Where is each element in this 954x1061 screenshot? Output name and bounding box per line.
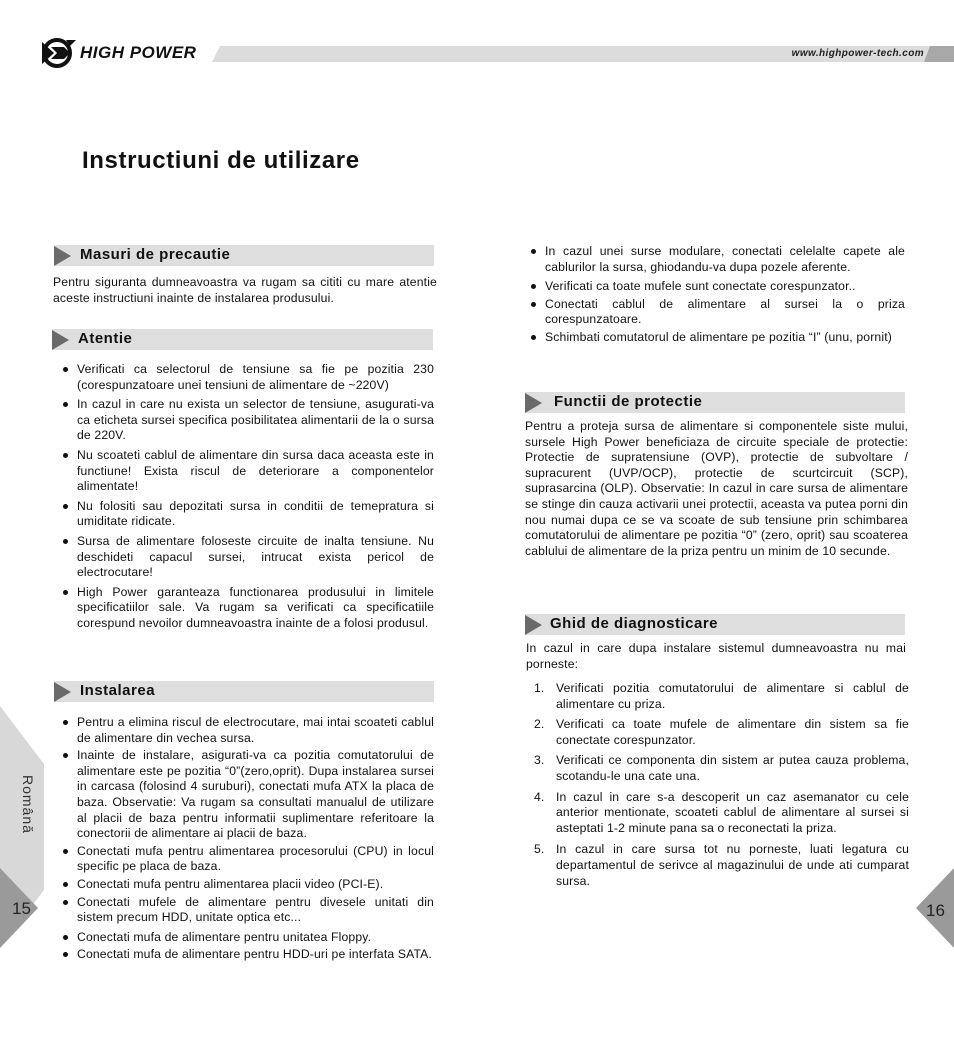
section-heading-attention [52,329,433,350]
list-item: Pentru a elimina riscul de electrocutare, mai intai scoateti cablul de alimentare din vechea sursa. [53,715,434,746]
item-number: 3. [534,753,545,768]
high-power-logo-icon [40,36,78,70]
item-text: Verificati ce componenta din sistem ar putea cauza problema, scotandu-le una cate una. [556,753,909,783]
page-title: Instructiuni de utilizare [82,147,360,174]
language-label: Română [20,775,36,834]
list-item: Conectati mufa de alimentare pentru HDD-uri pe interfata SATA. [53,947,434,963]
list-item: Conectati mufele de alimentare pentru divesele unitati din sistem precum HDD, unitate optica etc... [53,895,434,926]
item-number: 4. [534,789,545,804]
item-number: 1. [534,681,545,695]
list-item: Conectati cablul de alimentare al sursei la o priza corespunzatoare. [521,297,905,328]
list-item: Nu scoateti cablul de alimentare din sursa daca aceasta este in functiune! Exista riscul de deteriorare a componentelor alimentate! [53,448,434,495]
protection-text: Pentru a proteja sursa de alimentare si componentele siste mului, sursele High Power beneficiaza de circuite speciale de protectie: Protectie de supratensiune (OVP), protectie de subvoltare / supracurent (UVP/OCP), protectie de scurtcircuit (SCP), suprasarcina (OLP). Observatie: In cazul in care sursa de alimentare se stinge din cauza activarii unei protectii, aceasta va putea porni din nou numai dupa ce se va scoate de sub tensiune prin schimbarea comutatorului de alimentare pe pozitia “0” (zero, oprit) sau scoaterea cablului de alimentare de la priza pentru un minim de 10 secunde. [525,419,908,558]
section-heading-installation [54,681,434,702]
item-text: Verificati pozitia comutatorului de alimentare si cablul de alimentare cu priza. [556,681,909,711]
brand-logo [40,36,215,70]
page-number-right: 16 [926,901,945,920]
section-title: Ghid de diagnosticare [550,615,719,632]
list-item [526,681,909,712]
page-number-left: 15 [12,899,31,918]
arrow-icon [52,330,69,350]
installation-list [53,715,434,963]
section-heading-diagnostics [525,614,905,635]
list-item: Sursa de alimentare foloseste circuite de inalta tensiune. Nu deschideti capacul sursei, intrucat exista pericol de electrocutare! [53,534,434,581]
section-heading-protection [525,392,905,413]
website-url: www.highpower-tech.com [791,48,924,59]
list-item: High Power garanteaza functionarea produsului in limitele specificatiilor sale. Va rugam sa verificati ca specificatiile corespund nevoilor dumneavoastra inainte de a folosi produsul. [53,585,434,632]
arrow-icon [525,615,542,635]
list-item [526,790,909,837]
item-text: In cazul in care sursa tot nu porneste, luati legatura cu departamentul de serivce al magazinului de unde ati cumparat sursa. [556,842,909,888]
arrow-icon [525,393,542,413]
item-number: 2. [534,717,545,732]
diagnostics-list [526,681,909,889]
list-item: Nu folositi sau depozitati sursa in conditii de temepratura si umiditate ridicate. [53,499,434,530]
installation-continued-list [521,244,905,346]
list-item: Conectati mufa pentru alimentarea placii video (PCI-E). [53,877,434,893]
item-text: Verificati ca toate mufele de alimentare din sistem sa fie conectate corespunzator. [556,717,909,747]
list-item [526,842,909,889]
section-title: Instalarea [80,682,156,699]
section-title: Masuri de precautie [80,246,231,263]
section-title: Atentie [78,330,133,347]
list-item: Inainte de instalare, asigurati-va ca pozitia comutatorului de alimentare este pe pozitia “0”(zero,oprit). Dupa instalarea sursei in carcasa (folosind 4 suruburi), conectati mufa ATX la placa de baza. Observatie: Va rugam sa consultati manualul de utilizare al placii de baza pentru informatii suplimentare referitoare la conectorii de alimentare ai placii de baza. [53,748,434,842]
item-number: 5. [534,842,545,857]
brand-name: HIGH POWER [80,43,197,62]
list-item [526,717,909,748]
list-item: In cazul in care nu exista un selector de tensiune, asugurati-va ca eticheta sursei specifica posibilitatea alimentarii de la o sursa de 220V. [53,397,434,444]
list-item [526,753,909,784]
arrow-icon [54,682,71,702]
item-text: In cazul in care s-a descoperit un caz asemanator cu cele anterior mentionate, scoateti cablul de alimentare al sursei si asteptati 1-2 minute pana sa o reconectati la priza. [556,789,909,835]
precautions-text: Pentru siguranta dumneavoastra va rugam sa cititi cu mare atentie aceste instructiuni inainte de instalarea produsului. [53,275,437,305]
list-item: Verificati ca toate mufele sunt conectate corespunzator.. [521,279,905,295]
list-item: Verificati ca selectorul de tensiune sa fie pe pozitia 230 (corespunzatoare unei tensiuni de alimentare de ~220V) [53,362,434,393]
section-title: Functii de protectie [554,393,703,410]
section-heading-precautions [54,245,434,266]
list-item: Conectati mufa pentru alimentarea procesorului (CPU) in locul specific pe placa de baza. [53,844,434,875]
diagnostics-intro: In cazul in care dupa instalare sistemul dumneavoastra nu mai porneste: [526,641,906,671]
list-item: Schimbati comutatorul de alimentare pe pozitia “I” (unu, pornit) [521,330,905,346]
list-item: Conectati mufa de alimentare pentru unitatea Floppy. [53,930,434,946]
list-item: In cazul unei surse modulare, conectati celelalte capete ale cablurilor la sursa, ghiodandu-va dupa pozele aferente. [521,244,905,275]
attention-list [53,362,434,632]
arrow-icon [54,246,71,266]
